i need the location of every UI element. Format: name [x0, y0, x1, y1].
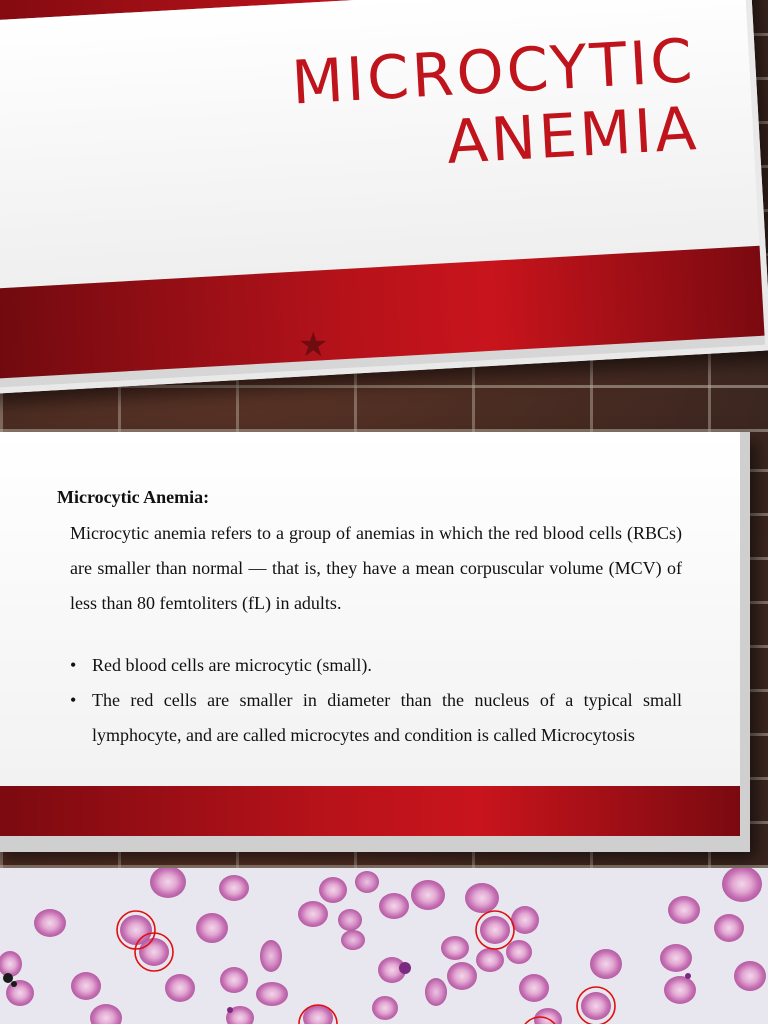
content-slide[interactable]: [0, 432, 750, 852]
slide-content: [57, 487, 682, 753]
micrograph-slide[interactable]: [0, 868, 768, 1024]
bullet-item: • Red blood cells are microcytic (small).: [70, 648, 682, 683]
slide-title: [290, 27, 701, 185]
title-slide[interactable]: [0, 0, 768, 394]
bullet-item: • The red cells are smaller in diameter than the nucleus of a typical small lymphocyte, and are called microcytes and condition is called Microcytosis: [70, 683, 682, 753]
definition-paragraph: Microcytic anemia refers to a group of anemias in which the red blood cells (RBCs) are smaller than normal — that is, they have a mean corpuscular volume (MCV) of less than 80 femtoliters (fL) in adults.: [70, 523, 682, 613]
bullet-list: [70, 648, 682, 753]
star-icon: ★: [298, 325, 329, 365]
title-line-1: MICROCYTIC: [289, 26, 698, 119]
content-heading: Microcytic Anemia:: [57, 487, 210, 507]
bottom-red-band: [0, 786, 740, 836]
blood-smear-micrograph: [0, 868, 768, 1024]
title-line-2: ANEMIA: [444, 94, 701, 179]
